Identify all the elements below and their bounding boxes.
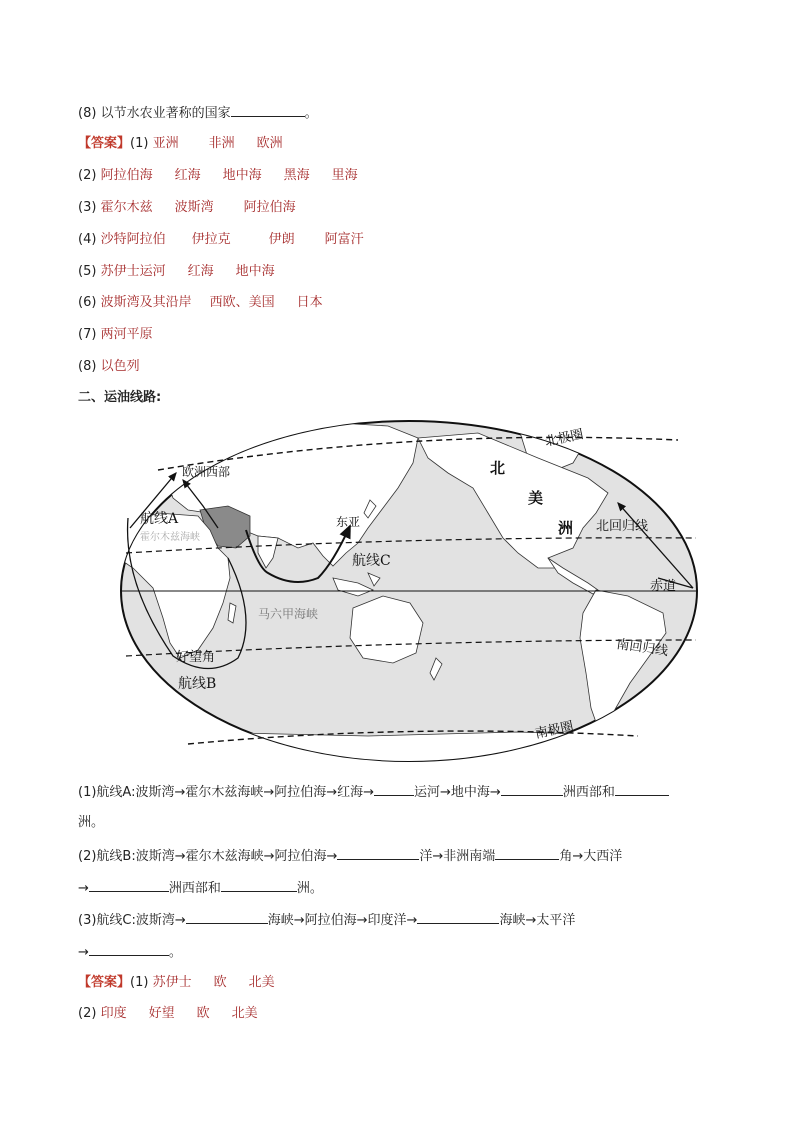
answer-item: 亚洲 [152,136,179,151]
label-route-a: 航线A [140,511,179,527]
question-text: 洲西部和 [562,785,615,800]
question-text: 运河→地中海→ [414,785,501,800]
route-question-1 [78,782,669,802]
answer-item: 日本 [296,295,323,310]
answer-number: (2) [78,1006,97,1021]
world-oil-route-map [118,418,700,764]
answer-blank[interactable] [615,782,669,796]
label-west-europe: 欧洲西部 [182,465,231,479]
answer-item: 欧 [196,1006,210,1021]
answer-item: 西欧、美国 [209,295,275,310]
answer-blank[interactable] [89,942,169,956]
answer-blank[interactable] [186,910,268,924]
label-north: 北 [490,459,506,477]
answer-item: 阿拉伯海 [100,168,153,183]
answer-number: (3) [78,200,97,215]
label-continent: 洲 [558,519,574,537]
question-text: 洲。 [296,881,323,896]
answer-item: 里海 [331,168,358,183]
answer-number: (1) [130,136,149,151]
question-8 [78,103,318,123]
answer-number: (2) [78,168,97,183]
answer-item: 霍尔木兹 [100,200,153,215]
answer-number: (6) [78,295,97,310]
answer-blank[interactable] [337,846,419,860]
answer1-line-5 [78,263,275,281]
question-text: 以节水农业著称的国家 [100,106,231,121]
answer-item: 两河平原 [100,327,153,342]
answer-item: 北美 [231,1006,258,1021]
section-title: 二、运油线路: [78,390,162,405]
answer-item: 沙特阿拉伯 [100,232,166,247]
answer1-line-1 [78,135,283,153]
question-text: 洲西部和 [168,881,221,896]
question-number: (8) [78,106,97,121]
label-faded: 霍尔木兹海峡 [140,532,200,543]
answer-item: 印度 [100,1006,127,1021]
answer-item: 欧洲 [256,136,283,151]
answer-item: 波斯湾 [174,200,214,215]
answer-item: 苏伊士运河 [100,264,166,279]
label-good-hope: 好望角 [176,650,216,665]
answer-item: 红海 [187,264,214,279]
question-text: (1)航线A:波斯湾→霍尔木兹海峡→阿拉伯海→红海→ [78,785,375,800]
answer-number: (5) [78,264,97,279]
answer-tag: 【答案】 [78,975,131,990]
answer-item: 地中海 [222,168,262,183]
answer-tag: 【答案】 [78,136,131,151]
answer-number: (7) [78,327,97,342]
answer-item: 阿拉伯海 [243,200,296,215]
answer-item: 欧 [213,975,227,990]
label-route-c: 航线C [352,553,391,569]
label-tropic-north: 北回归线 [596,519,649,534]
answer-item: 苏伊士 [152,975,192,990]
answer-blank[interactable] [417,910,499,924]
question-text: 角→大西洋 [559,849,623,864]
answer-item: 黑海 [283,168,310,183]
question-text: 。 [168,945,182,960]
label-tropic-south: 南回归线 [615,637,670,660]
answer-item: 红海 [174,168,201,183]
route-question-3 [78,910,575,930]
answer-blank[interactable] [89,878,169,892]
answer1-line-3 [78,199,296,217]
answer2-line-2 [78,1005,258,1023]
question-text: 洲。 [78,815,105,830]
label-antarctic: 南极圈 [533,719,575,742]
route-question-2 [78,846,622,866]
answer1-line-7 [78,326,153,344]
answer1-line-2 [78,167,358,185]
label-route-b: 航线B [178,676,217,692]
label-america: 美 [528,489,544,507]
answer-blank[interactable] [495,846,559,860]
question-text: → [78,945,89,960]
label-equator: 赤道 [650,579,677,594]
answer-item: 伊朗 [268,232,295,247]
answer-number: (1) [130,975,149,990]
answer-item: 以色列 [100,359,140,374]
answer-item: 波斯湾及其沿岸 [100,295,192,310]
route-question-2-cont [78,878,323,898]
question-text: (2)航线B:波斯湾→霍尔木兹海峡→阿拉伯海→ [78,849,338,864]
answer1-line-4 [78,231,364,249]
label-east-asia: 东亚 [336,515,361,529]
route-question-3-cont [78,942,182,962]
answer1-line-6 [78,294,323,312]
answer-item: 北美 [248,975,275,990]
answer-blank[interactable] [221,878,297,892]
answer-blank[interactable] [501,782,563,796]
answer-number: (8) [78,359,97,374]
answer2-line-1 [78,974,275,992]
answer-item: 伊拉克 [191,232,231,247]
answer1-line-8 [78,358,140,376]
answer-item: 阿富汗 [324,232,364,247]
answer-item: 好望 [148,1006,175,1021]
question-text: (3)航线C:波斯湾→ [78,913,186,928]
label-malacca: 马六甲海峡 [258,607,319,621]
question-text: → [78,881,89,896]
answer-number: (4) [78,232,97,247]
answer-blank[interactable] [231,103,305,117]
answer-item: 非洲 [208,136,235,151]
question-text: 洋→非洲南端 [419,849,496,864]
answer-item: 地中海 [235,264,275,279]
answer-blank[interactable] [374,782,414,796]
label-arctic: 北极圈 [543,427,585,450]
question-text: 海峡→太平洋 [499,913,576,928]
question-text: 海峡→阿拉伯海→印度洋→ [267,913,418,928]
question-end: 。 [304,106,318,121]
route-question-1-end [78,814,104,832]
